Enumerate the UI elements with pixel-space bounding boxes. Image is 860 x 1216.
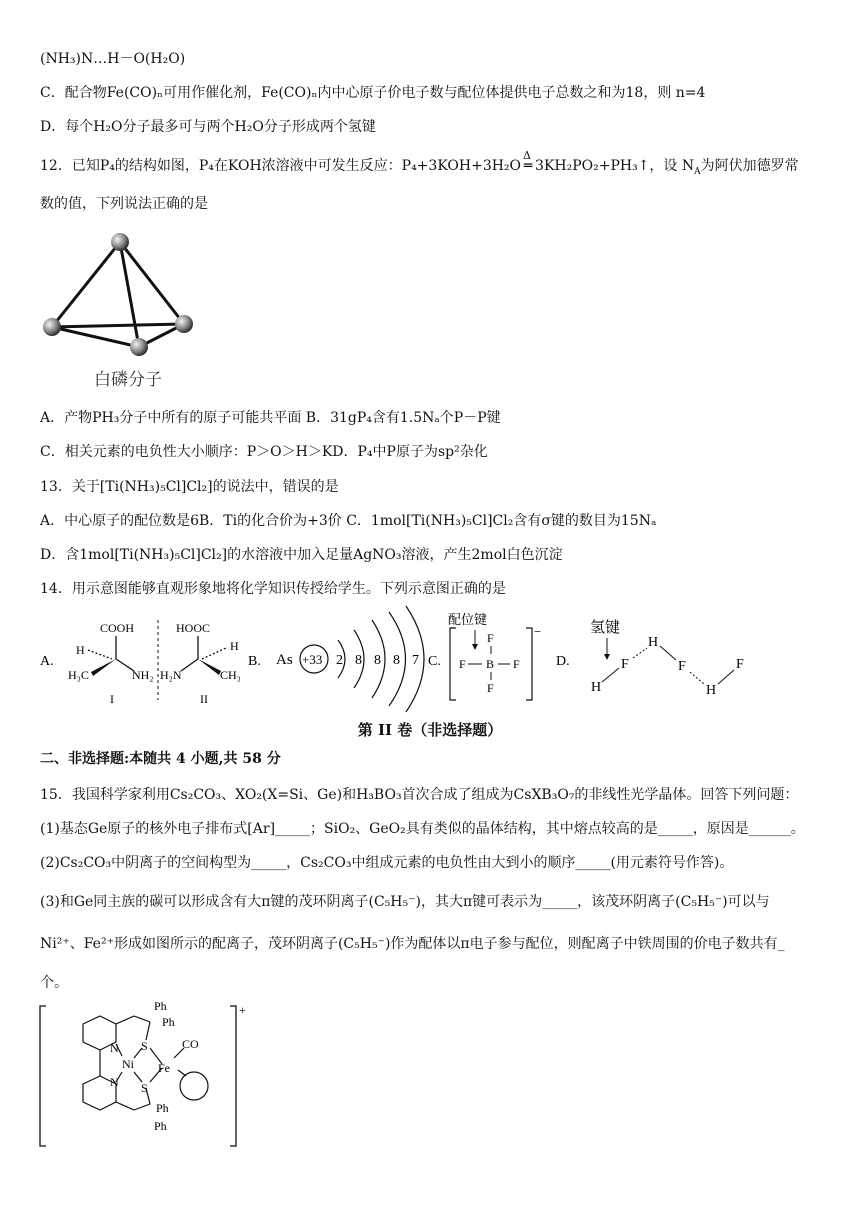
q13-option-d: D．含1mol[Ti(NH₃)₅Cl]Cl₂]的水溶液中加入足量AgNO₃溶液，产生2mol白色沉淀 xyxy=(40,547,563,563)
hydrogen-atom: H xyxy=(706,683,717,698)
q12-stem-part3: 为阿伏加德罗常 xyxy=(700,158,799,174)
nitrogen-atom: N xyxy=(110,1075,119,1089)
phosphorus-atom xyxy=(175,315,193,333)
hf-hydrogen-bond-structure xyxy=(590,619,744,698)
h-label: H xyxy=(230,639,239,653)
shell-electrons-5: 7 xyxy=(412,653,419,668)
p4-molecule-figure xyxy=(38,228,208,398)
q11-option-d: D．每个H₂O分子最多可与两个H₂O分子形成两个氢键 xyxy=(40,119,376,135)
q15-part3-continued: Ni²⁺、Fe²⁺形成如图所示的配离子，茂环阴离子(C₅H₅⁻)作为配体以π电子参与配位，则配离子中铁周围的价电子数共有_ xyxy=(40,936,785,952)
fluorine-right: F xyxy=(513,657,520,671)
bond-line xyxy=(146,1022,150,1040)
carbonyl-label: CO xyxy=(182,1037,199,1051)
bond-line xyxy=(718,670,734,684)
right-bracket xyxy=(230,1006,236,1146)
bond-line xyxy=(181,659,198,671)
section-ii-title: 第 II 卷（非选择题） xyxy=(357,721,503,739)
q11-option-c: C．配合物Fe(CO)ₙ可用作催化剂，Fe(CO)ₙ内中心原子价电子数与配位体提供电子总数之和为18，则 n=4 xyxy=(40,85,706,101)
option-d-label: D. xyxy=(556,654,570,669)
q11-line0: (NH₃)N…H－O(H₂O) xyxy=(40,51,186,67)
left-bracket xyxy=(40,1006,46,1146)
bond-line xyxy=(660,646,676,660)
section-heading: 二、非选择题:本随共 4 小题,共 58 分 xyxy=(40,751,281,767)
bond-line xyxy=(88,650,112,659)
left-bracket xyxy=(450,628,456,700)
bond-line xyxy=(120,242,184,324)
hydrogen-bond-dotted xyxy=(690,672,704,684)
q12-stem-part1: 12．已知P₄的结构如图，P₄在KOH浓溶液中可发生反应：P₄+3KOH+3H₂O xyxy=(40,158,522,174)
bond-line xyxy=(178,1070,186,1076)
ni-fe-complex-figure xyxy=(38,1000,268,1150)
q14-stem: 14．用示意图能够直观形象地将化学知识传授给学生。下列示意图正确的是 xyxy=(40,581,506,597)
arsenic-atomic-structure xyxy=(276,606,424,712)
coordinate-bond-label: 配位键 xyxy=(448,612,488,627)
q15-part3-end: 个。 xyxy=(40,975,68,991)
q13-stem: 13．关于[Ti(NH₃)₅Cl]Cl₂]的说法中，错误的是 xyxy=(40,479,339,495)
sulfur-atom: S xyxy=(141,1081,148,1095)
phenyl-label: Ph xyxy=(154,1000,167,1013)
q15-part1: (1)基态Ge原子的核外电子排布式[Ar]_____；SiO₂、GeO₂具有类似的晶体结构，其中熔点较高的是_____，原因是______。 xyxy=(40,821,805,837)
fluorine-atom: F xyxy=(621,657,629,672)
shell-electrons-4: 8 xyxy=(393,653,400,668)
q15-stem: 15．我国科学家利用Cs₂CO₃、XO₂(X=Si、Ge)和H₃BO₃首次合成了组成为CsXB₃O₇的非线性光学晶体。回答下列问题： xyxy=(40,787,799,803)
bond-line xyxy=(202,648,226,659)
shell-electrons-1: 2 xyxy=(336,653,343,668)
isomer-i-label: I xyxy=(110,692,114,706)
fluorine-atom: F xyxy=(678,659,686,674)
iron-atom: Fe xyxy=(158,1061,170,1075)
ch3-label: CH₃ xyxy=(220,668,241,682)
cooh-label: COOH xyxy=(100,621,135,635)
bond-line xyxy=(116,1102,134,1110)
bond-line xyxy=(116,1016,134,1024)
q12-options-ab: A．产物PH₃分子中所有的原子可能共平面 B．31gP₄含有1.5Nₐ个P－P键 xyxy=(40,410,501,426)
phosphorus-atom xyxy=(111,233,129,251)
bond-line xyxy=(52,324,184,327)
right-bracket xyxy=(526,628,532,700)
fluorine-left: F xyxy=(459,657,466,671)
bond-line xyxy=(602,668,619,682)
option-a-label: A. xyxy=(40,654,54,669)
hydrogen-bond-dotted xyxy=(633,648,647,658)
bond-line xyxy=(120,242,139,347)
q12-stem-part2: 3KH₂PO₂+PH₃↑，设 N xyxy=(535,158,695,174)
nitrogen-atom: N xyxy=(110,1041,119,1055)
arrow-head xyxy=(604,654,610,660)
q12-stem-line2: 数的值，下列说法正确的是 xyxy=(40,196,208,212)
phosphorus-atom xyxy=(130,338,148,356)
fluorine-top: F xyxy=(487,631,494,645)
nh2-label: NH₂ xyxy=(132,668,154,682)
option-c-label: C. xyxy=(428,654,441,669)
wedge-bond xyxy=(198,659,221,675)
fluorine-bottom: F xyxy=(487,681,494,695)
reaction-arrow: Δ ═ xyxy=(521,156,535,176)
fluorine-atom: F xyxy=(736,657,744,672)
phosphorus-atom xyxy=(43,318,61,336)
charge-label: − xyxy=(534,624,542,639)
nucleus-charge: +33 xyxy=(302,652,323,667)
hydrogen-atom: H xyxy=(648,635,659,650)
bond-line xyxy=(134,1104,150,1110)
alanine-enantiomer-ii xyxy=(160,621,241,706)
cyclopentadienyl-ring xyxy=(180,1072,208,1100)
complex-charge: + xyxy=(239,1003,246,1017)
bond-line xyxy=(52,242,120,327)
q12-stem-line1 xyxy=(40,149,799,182)
as-symbol: As xyxy=(276,652,293,668)
alanine-enantiomer-i xyxy=(68,621,154,706)
q13-options-abc: A．中心原子的配位数是6B．Ti的化合价为+3价 C．1mol[Ti(NH₃)₅Cl]Cl₂含有σ键的数目为15Nₐ xyxy=(40,513,657,529)
isomer-ii-label: II xyxy=(200,692,208,706)
h-label: H xyxy=(76,643,85,657)
phenyl-label: Ph xyxy=(156,1101,169,1115)
bf4-ion-structure xyxy=(448,612,541,700)
p4-caption: 白磷分子 xyxy=(94,370,162,389)
h2n-label: H₂N xyxy=(160,668,182,682)
q15-part2: (2)Cs₂CO₃中阴离子的空间构型为_____，Cs₂CO₃中组成元素的电负性由大到小的顺序_____(用元素符号作答)。 xyxy=(40,855,734,871)
hooc-label: HOOC xyxy=(176,621,211,635)
option-b-label: B. xyxy=(248,654,261,669)
hydrogen-atom: H xyxy=(591,680,602,695)
q15-part3: (3)和Ge同主族的碳可以形成含有大π键的茂环阴离子(C₅H₅⁻)，其大π键可表示为_____，该茂环阴离子(C₅H₅⁻)可以与 xyxy=(40,894,770,910)
h3c-label: H₃C xyxy=(68,668,89,682)
phenyl-label: Ph xyxy=(162,1015,175,1029)
delta-symbol: Δ xyxy=(523,149,531,162)
sulfur-atom: S xyxy=(141,1039,148,1053)
q12-options-cd: C．相关元素的电负性大小顺序：P＞O＞H＞KD．P₄中P原子为sp²杂化 xyxy=(40,444,488,460)
arrow-head xyxy=(472,644,478,650)
bond-line xyxy=(134,1016,150,1022)
boron-center: B xyxy=(486,657,495,671)
hydrogen-bond-label: 氢键 xyxy=(590,620,621,636)
nickel-atom: Ni xyxy=(122,1057,134,1071)
q14-figures xyxy=(38,602,818,712)
shell-electrons-3: 8 xyxy=(374,653,381,668)
wedge-bond xyxy=(91,659,116,676)
phenyl-label: Ph xyxy=(154,1119,167,1133)
na-subscript: A xyxy=(694,166,701,177)
bond-line xyxy=(52,327,139,347)
shell-electrons-2: 8 xyxy=(355,653,362,668)
